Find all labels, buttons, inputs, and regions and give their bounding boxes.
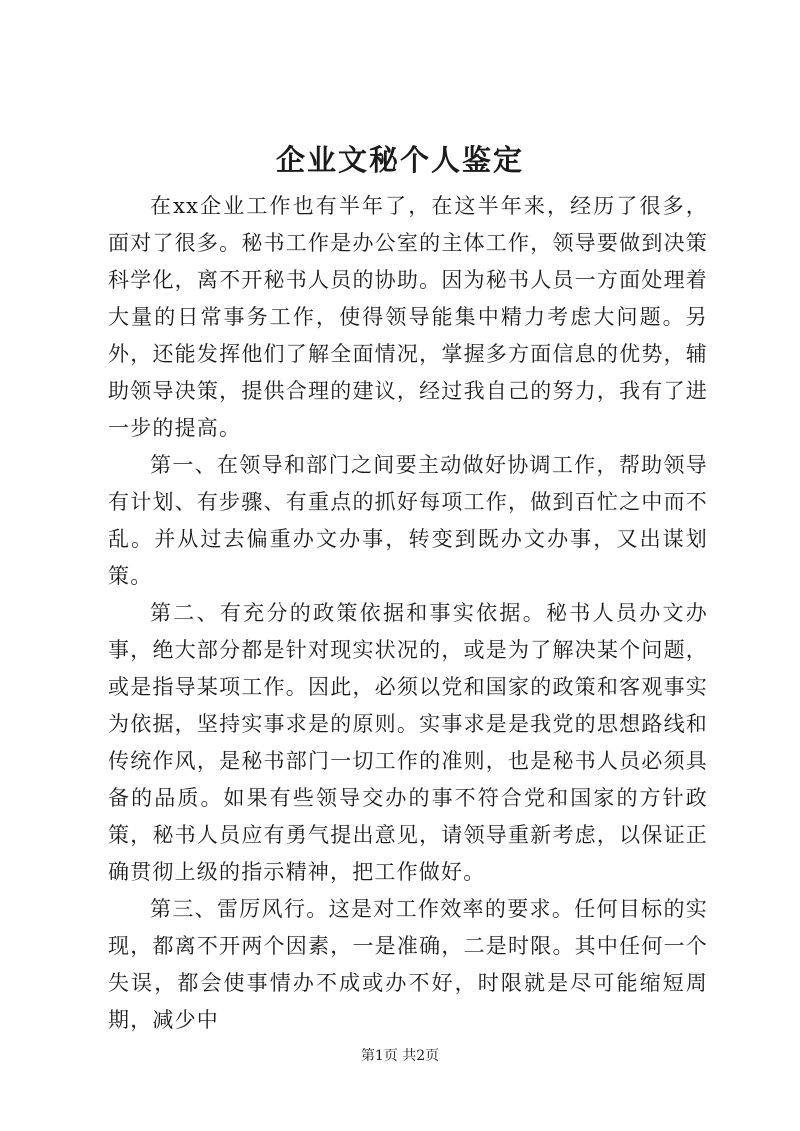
paragraph-intro: 在xx企业工作也有半年了，在这半年来，经历了很多，面对了很多。秘书工作是办公室的主体工作，领导要做到决策科学化，离不开秘书人员的协助。因为秘书人员一方面处理着大量的日常事务工作，使得领导能集中精力考虑大问题。另外，还能发挥他们了解全面情况，掌握多方面信息的优势，辅助领导决策，提供合理的建议，经过我自己的努力，我有了进一步的提高。 bbox=[108, 194, 708, 440]
paragraph-first: 第一、在领导和部门之间要主动做好协调工作，帮助领导有计划、有步骤、有重点的抓好每项工作，做到百忙之中而不乱。并从过去偏重办文办事，转变到既办文办事，又出谋划策。 bbox=[108, 453, 708, 588]
paragraph-second: 第二、有充分的政策依据和事实依据。秘书人员办文办事，绝大部分都是针对现实状况的，或是为了解决某个问题，或是指导某项工作。因此，必须以党和国家的政策和客观事实为依据，坚持实事求是的原则。实事求是是我党的思想路线和传统作风，是秘书部门一切工作的准则，也是秘书人员必须具备的品质。如果有些领导交办的事不符合党和国家的方针政策，秘书人员应有勇气提出意见，请领导重新考虑，以保证正确贯彻上级的指示精神，把工作做好。 bbox=[108, 601, 708, 884]
page-number-footer: 第1页 共2页 bbox=[360, 1048, 440, 1064]
document-body bbox=[108, 188, 708, 1039]
paragraph-third: 第三、雷厉风行。这是对工作效率的要求。任何目标的实现，都离不开两个因素，一是准确，二是时限。其中任何一个失误，都会使事情办不成或办不好，时限就是尽可能缩短周期，减少中 bbox=[108, 897, 708, 1032]
document-title: 企业文秘个人鉴定 bbox=[275, 143, 524, 177]
